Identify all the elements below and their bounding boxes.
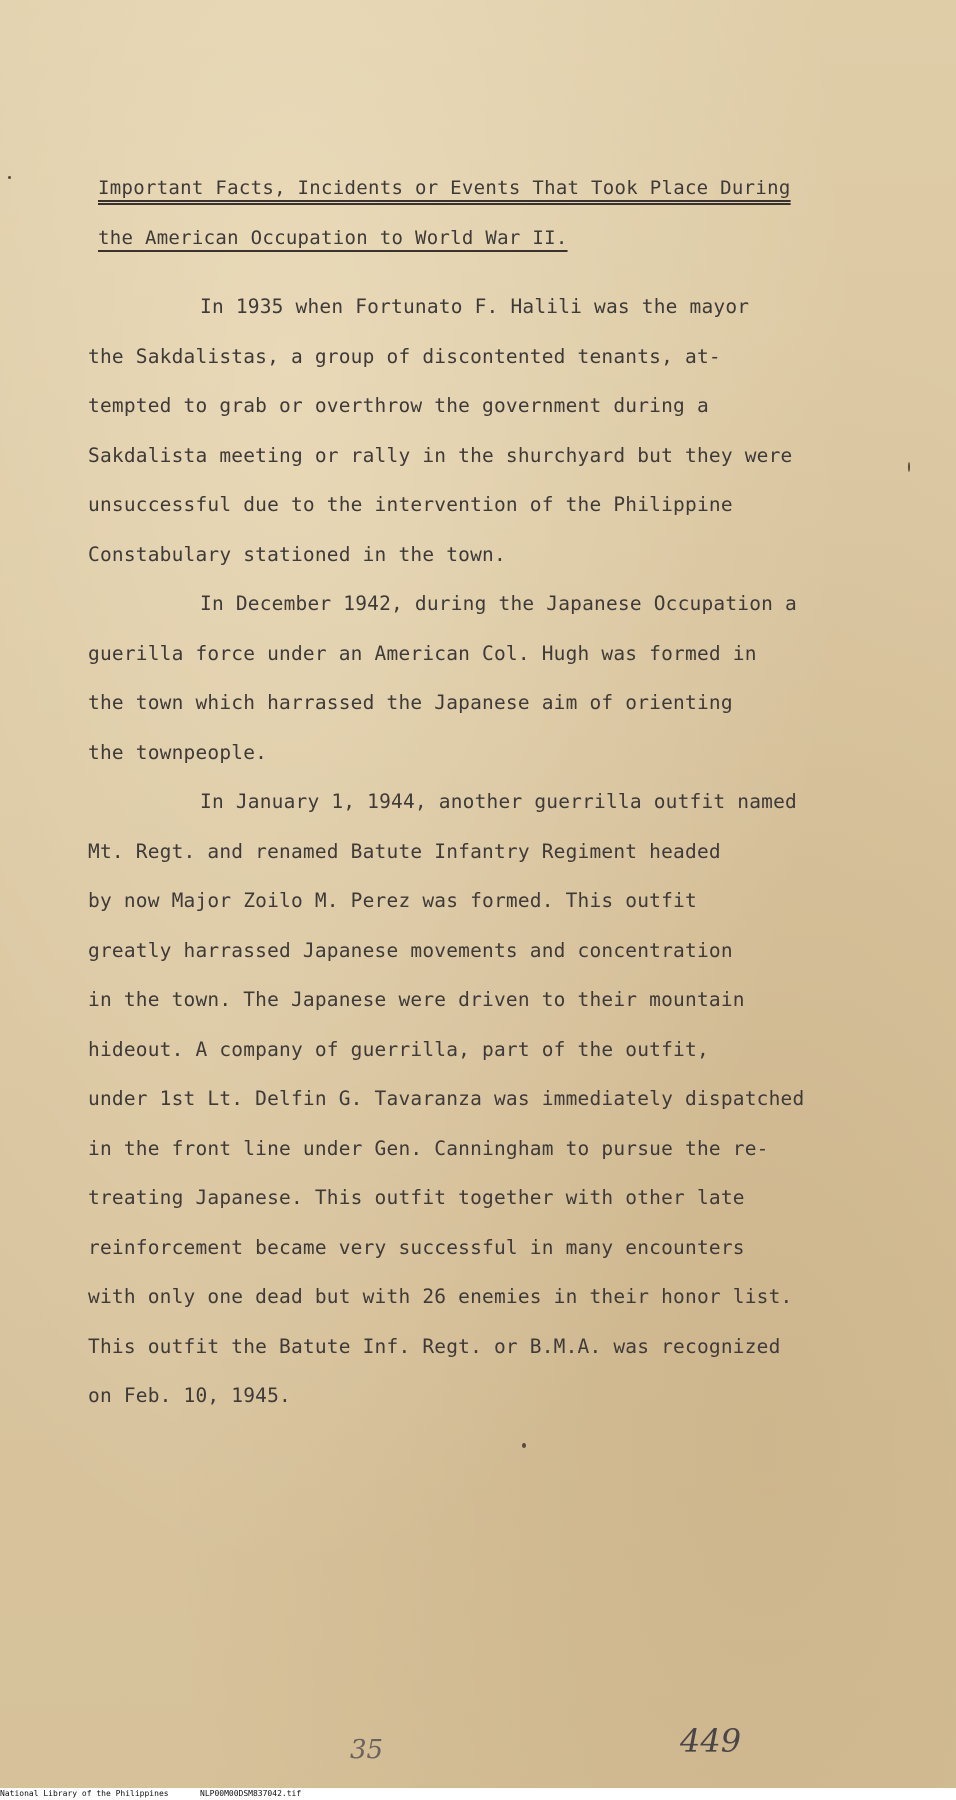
- title-line-2: the American Occupation to World War II.: [98, 227, 568, 249]
- text-line: In January 1, 1944, another guerrilla outfit named: [200, 790, 797, 813]
- text-line: Mt. Regt. and renamed Batute Infantry Regiment headed: [88, 839, 721, 863]
- page-number: 35: [350, 1735, 384, 1765]
- handwritten-page-number: 449: [680, 1722, 742, 1760]
- text-line: In December 1942, during the Japanese Occupation a: [200, 592, 797, 615]
- text-line: the townpeople.: [88, 740, 268, 764]
- document-title: [98, 163, 858, 263]
- paragraph-1: [88, 282, 888, 579]
- text-line: the town which harrassed the Japanese aim of orienting: [88, 691, 733, 714]
- document-body: [88, 282, 888, 1421]
- text-line: unsuccessful due to the intervention of the Philippine: [88, 493, 733, 516]
- text-line: in the town. The Japanese were driven to their mountain: [88, 988, 745, 1011]
- text-line: the Sakdalistas, a group of discontented tenants, at-: [88, 344, 721, 368]
- text-line: under 1st Lt. Delfin G. Tavaranza was immediately dispatched: [88, 1087, 805, 1110]
- text-line: Constabulary stationed in the town.: [88, 542, 506, 566]
- ink-speck: [522, 1443, 526, 1448]
- text-line: reinforcement became very successful in many encounters: [88, 1235, 745, 1259]
- text-line: by now Major Zoilo M. Perez was formed. This outfit: [88, 889, 697, 912]
- text-line: This outfit the Batute Inf. Regt. or B.M.A. was recognized: [88, 1334, 781, 1358]
- paragraph-3: [88, 777, 888, 1421]
- ink-speck: [8, 176, 11, 179]
- text-line: treating Japanese. This outfit together with other late: [88, 1186, 745, 1209]
- library-credit: National Library of the Philippines: [0, 1789, 169, 1798]
- text-line: guerilla force under an American Col. Hugh was formed in: [88, 641, 757, 665]
- paragraph-2: [88, 579, 888, 777]
- text-line: with only one dead but with 26 enemies in their honor list.: [88, 1285, 793, 1308]
- text-line: hideout. A company of guerrilla, part of the outfit,: [88, 1037, 709, 1061]
- title-line-1: Important Facts, Incidents or Events That Took Place During: [98, 177, 791, 199]
- text-line: greatly harrassed Japanese movements and concentration: [88, 938, 733, 962]
- text-line: Sakdalista meeting or rally in the shurchyard but they were: [88, 443, 793, 467]
- text-line: on Feb. 10, 1945.: [88, 1384, 291, 1407]
- text-line: In 1935 when Fortunato F. Halili was the mayor: [200, 295, 750, 318]
- text-line: in the front line under Gen. Canningham to pursue the re-: [88, 1136, 769, 1160]
- ink-speck: [908, 462, 910, 472]
- scan-footer: [0, 1788, 956, 1800]
- text-line: tempted to grab or overthrow the government during a: [88, 394, 709, 417]
- file-id: NLP00M00DSM837042.tif: [200, 1789, 302, 1798]
